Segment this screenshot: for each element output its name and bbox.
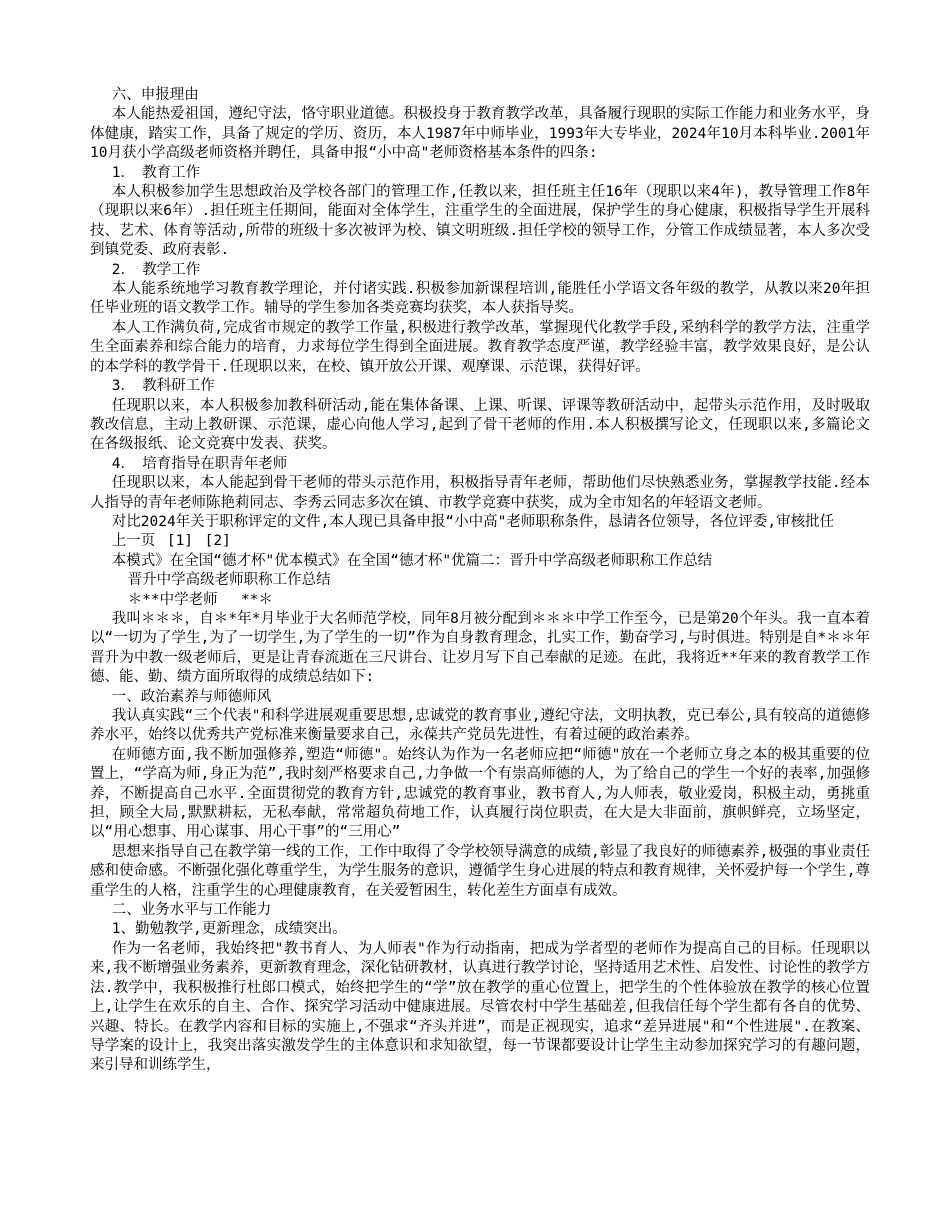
page-1-link[interactable]: [1] (166, 533, 194, 550)
section-heading: 二、业务水平与工作能力 (111, 902, 272, 919)
subheading: 4． 培育指导在职青年老师 (111, 455, 288, 472)
prev-page-link[interactable]: 上一页 (111, 533, 156, 550)
paragraph: 作为一名老师，我始终把"教书育人、为人师表"作为行动指南，把成为学者型的老师作为提高自己的目标。任现职以来,我不断增强业务素养，更新教育理念，深化钻研教材，认真进行教学讨论，坚持适用艺术性、启发性、讨论性的教学方法.教学中，我积极推行杜郎口模式，始终把学生的“学”放在教学的重心位置上，把学生的个性体验放在教学的核心位置上,让学生在欢乐的自主、合作、探究学习活动中健康进展。尽管农村中学生基础差,但我信任每个学生都有各自的优势、兴趣、特长。在教学内容和目标的实施上,不强求“齐头并进”，而是正视现实，追求“差异进展"和“个性进展".在教案、导学案的设计上，我突出落实激发学生的主体意识和求知欲望，每一节课都要设计让学生主动参加探究学习的有趣问题，来引导和训练学生， (90, 940, 870, 1074)
subheading: 1、勤勉教学,更新理念，成绩突出。 (111, 921, 347, 938)
paragraph: 本人能热爱祖国，遵纪守法，恪守职业道德。积极投身于教育教学改革，具备履行现职的实际工作能力和业务水平，身体健康，踏实工作，具备了规定的学历、资历，本人1987年中师毕业，1993年大专毕业，2024年10月本科毕业.2001年10月获小学高级老师资格并聘任，具备申报“小中高"老师资格基本条件的四条: (90, 106, 870, 162)
document-title: 晋升中学高级老师职称工作总结 (127, 572, 331, 589)
page-2-link[interactable]: [2] (204, 533, 231, 550)
paragraph: 本人工作满负荷,完成省市规定的教学工作量,积极进行教学改革，掌握现代化教学手段,采纳科学的教学方法，注重学生全面素养和综合能力的培育，力求每位学生得到全面进展。教育教学态度严谨，教学经验丰富，教学效果良好，是公认的本学科的教学骨干.任现职以来，在校、镇开放公开课、观摩课、示范课，获得好评。 (90, 319, 870, 375)
paragraph: 本人积极参加学生思想政治及学校各部门的管理工作,任教以来，担任班主任16年（现职以来4年)，教导管理工作8年（现职以来6年）.担任班主任期间，能面对全体学生，注重学生的全面进展，保护学生的身心健康，积极指导学生开展科技、艺术、体育等活动,所带的班级十多次被评为校、镇文明班级.担任学校的领导工作，分管工作成绩显著，本人多次受到镇党委、政府表彰. (90, 184, 870, 259)
pagination (90, 532, 870, 551)
section-heading: 一、政治素养与师德师风 (111, 688, 272, 705)
paragraph: 本人能系统地学习教育教学理论，并付诸实践.积极参加新课程培训,能胜任小学语文各年级的教学，从教以来20年担任毕业班的语文教学工作。辅导的学生参加各类竞赛均获奖，本人获指导奖。 (90, 281, 870, 317)
subheading: 2． 教学工作 (111, 261, 201, 278)
paragraph: 对比2024年关于职称评定的文件,本人现已具备申报“小中高"老师职称条件，恳请各位领导，各位评委,审核批任 (111, 513, 835, 530)
subheading: 3． 教科研工作 (111, 378, 215, 395)
paragraph: 思想来指导自己在教学第一线的工作，工作中取得了令学校领导满意的成绩,彰显了我良好的师德素养,极强的事业责任感和使命感。不断强化强化尊重学生，为学生服务的意识，遵循学生身心进展的特点和教育规律，关怀爱护每一个学生,尊重学生的人格，注重学生的心理健康教育，在关爱暂困生，转化差生方面卓有成效。 (90, 843, 870, 899)
paragraph: 在师德方面,我不断加强修养,塑造“师德"。始终认为作为一名老师应把“师德"放在一个老师立身之本的极其重要的位置上，“学高为师,身正为范”,我时刻严格要求自己,力争做一个有崇高师德的人，为了给自己的学生一个好的表率,加强修养，不断提高自己水平.全面贯彻党的教育方针,忠诚党的教育事业，教书育人,为人师表，敬业爱岗，积极主动，勇挑重担，顾全大局,默默耕耘，无私奉献，常常超负荷地工作，认真履行岗位职责，在大是大非面前，旗帜鲜亮，立场坚定，以“用心想事、用心谋事、用心干事”的“三用心” (90, 746, 870, 841)
document-body (90, 86, 870, 1076)
subheading: 1． 教育工作 (111, 164, 201, 181)
paragraph: 本模式》在全国“德才杯"优本模式》在全国“德才杯"优篇二：晋升中学高级老师职称工作总结 (111, 552, 713, 569)
paragraph: 任现职以来，本人能起到骨干老师的带头示范作用，积极指导青年老师，帮助他们尽快熟悉业务，掌握教学技能.经本人指导的青年老师陈艳莉同志、李秀云同志多次在镇、市教学竞赛中获奖，成为全市知名的年轻语文老师。 (90, 475, 870, 511)
paragraph: 我叫＊＊＊，自＊*年*月毕业于大名师范学校，同年8月被分配到＊＊＊中学工作至今，已是第20个年头。我一直本着以“一切为了学生,为了一切学生,为了学生的一切”作为自身教育理念，扎实工作，勤奋学习,与时俱进。特别是自*＊＊年晋升为中教一级老师后，更是让青春流逝在三尺讲台、让岁月写下自己奉献的足迹。在此，我将近**年来的教育教学工作德、能、勤、绩方面所取得的成绩总结如下: (90, 610, 870, 686)
author-line: ＊**中学老师 **＊ (127, 591, 273, 608)
paragraph: 我认真实践“三个代表"和科学进展观重要思想,忠诚党的教育事业,遵纪守法，文明执教，克已奉公,具有较高的道德修养水平，始终以优秀共产党标准来衡量要求自己，永葆共产党员先进性，有着过硬的政治素养。 (90, 708, 870, 744)
paragraph: 任现职以来，本人积极参加教科研活动,能在集体备课、上课、听课、评课等教研活动中，起带头示范作用，及时吸取教改信息，主动上教研课、示范课，虚心向他人学习,起到了骨干老师的作用.本人积极撰写论文，任现职以来,多篇论文在各级报纸、论文竞赛中发表、获奖。 (90, 397, 870, 453)
section-heading: 六、申报理由 (111, 87, 199, 103)
